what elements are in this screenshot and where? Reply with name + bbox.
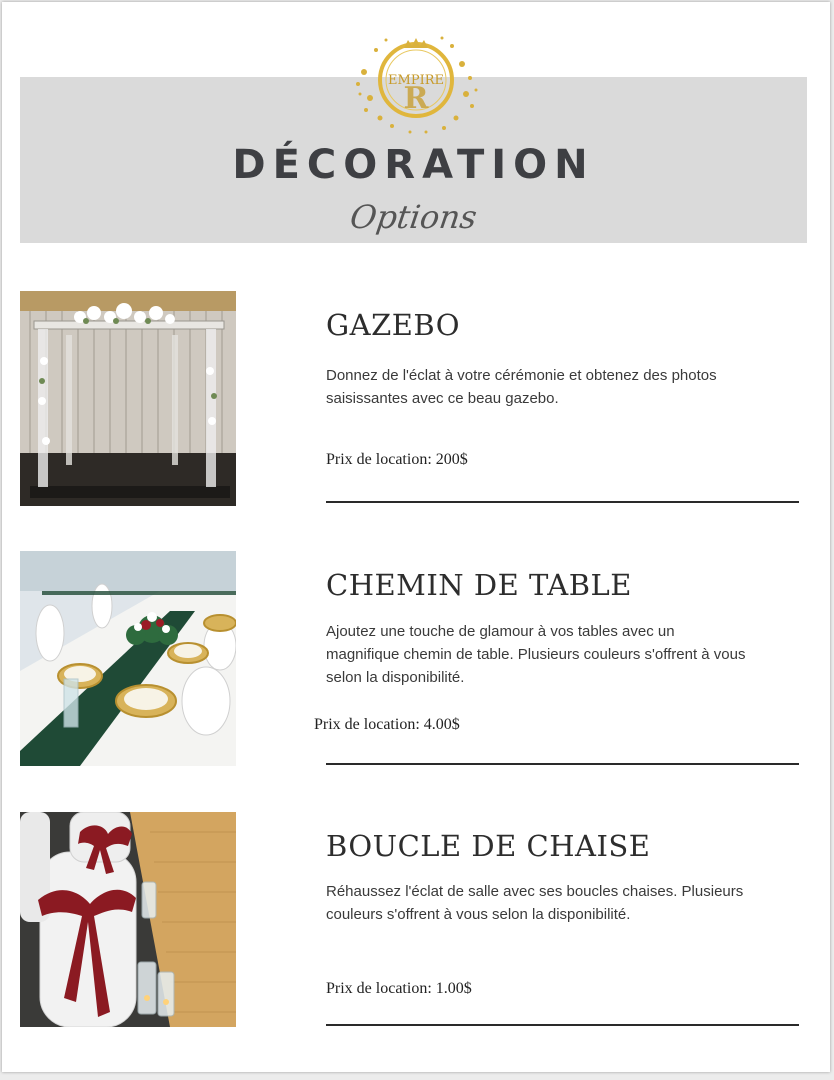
item-price-chemin-de-table: Prix de location: 4.00$ (314, 716, 460, 733)
table-runner-photo (20, 551, 236, 766)
item-price-gazebo: Prix de location: 200$ (326, 451, 468, 468)
item-description-boucle-de-chaise: Réhaussez l'éclat de salle avec ses boucles chaises. Plusieurs couleurs s'offrent à vous selon la disponibilité. (326, 883, 744, 923)
item-divider (326, 501, 799, 503)
chair-sash-photo (20, 812, 236, 1027)
logo-text: EMPIRE (388, 73, 444, 88)
item-name-gazebo: GAZEBO (326, 308, 461, 342)
item-name-chemin-de-table: CHEMIN DE TABLE (326, 568, 632, 602)
page-subtitle: Options (347, 198, 480, 236)
empire-logo (350, 28, 482, 136)
svg-text:R: R (403, 81, 429, 116)
page-title: DÉCORATION (232, 142, 595, 188)
item-divider (326, 1024, 799, 1026)
item-divider (326, 763, 799, 765)
item-description-chemin-de-table: Ajoutez une touche de glamour à vos tables avec un magnifique chemin de table. Plusieurs couleurs s'offrent à vous selon la disponibilité. (326, 623, 746, 686)
catalog-page (2, 2, 830, 1072)
item-price-boucle-de-chaise: Prix de location: 1.00$ (326, 980, 472, 997)
gazebo-photo (20, 291, 236, 506)
item-description-gazebo: Donnez de l'éclat à votre cérémonie et obtenez des photos saisissantes avec ce beau gazebo. (326, 367, 717, 407)
item-name-boucle-de-chaise: BOUCLE DE CHAISE (326, 829, 651, 863)
